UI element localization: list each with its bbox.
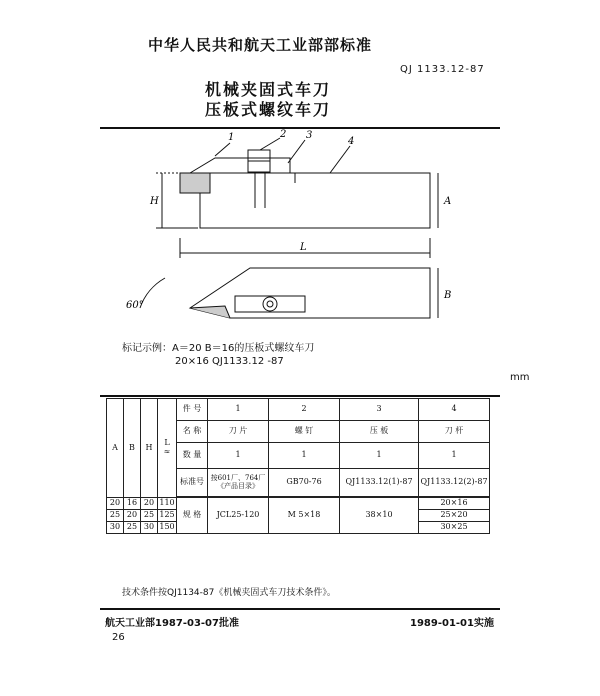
shank-top-view (200, 173, 430, 228)
col-B: B (124, 399, 141, 498)
row-label-name: 名 称 (177, 421, 208, 443)
col-A: A (107, 399, 124, 498)
dim-L-label: L (300, 242, 307, 253)
callout-3: 3 (306, 130, 313, 141)
ministry-heading: 中华人民共和航天工业部部标准 (148, 36, 373, 54)
table-top-rule (100, 395, 500, 397)
marking-example: 标记示例：A＝20 B＝16的压板式螺纹车刀 (122, 343, 315, 354)
page-number: 26 (112, 632, 125, 643)
approval-date: 航天工业部1987-03-07批准 (105, 618, 239, 629)
dim-H-label: H (150, 196, 159, 207)
insert-side (190, 306, 230, 318)
tool-drawing (120, 128, 480, 338)
unit-label: mm (510, 372, 530, 383)
dim-A-label: A (444, 196, 452, 207)
clamp-side (235, 296, 305, 312)
angle-arc (140, 278, 165, 308)
callout-1: 1 (228, 132, 235, 143)
title-line-1: 机械夹固式车刀 (205, 80, 332, 99)
angle-label: 60° (126, 300, 144, 311)
callout-4: 4 (348, 136, 355, 147)
footer-rule (100, 608, 500, 610)
col-L: L ≈ (158, 399, 177, 498)
row-label-no: 件 号 (177, 399, 208, 421)
screw-head-side (263, 297, 277, 311)
row-label-std: 标准号 (177, 469, 208, 497)
effective-date: 1989-01-01实施 (410, 618, 494, 629)
callout-2: 2 (280, 129, 287, 140)
col-H: H (141, 399, 158, 498)
insert-top (180, 173, 210, 193)
clamp-plate (190, 158, 290, 173)
row-label-spec: 规 格 (177, 498, 208, 534)
tech-conditions-note: 技术条件按QJ1134-87《机械夹固式车刀技术条件》。 (122, 588, 336, 598)
dim-B-label: B (444, 290, 452, 301)
parts-table: A B H L ≈ 件 号 1 2 3 4 名 称 刀 片 螺 钉 压 板 刀 杆 数 量 1 1 1 1 标准号 按601厂、764厂《产品目录》 GB70-76 QJ1133.12(1)-87 QJ1133.12(2)-87 20 16 20 110 规 格 JCL25-120 M 5×18 38×10 20×16 25 20 25 125 25×20 30 25 30 150 30×25 (106, 398, 490, 534)
row-label-qty: 数 量 (177, 443, 208, 469)
marking-code: 20×16 QJ1133.12 -87 (175, 356, 284, 367)
title-line-2: 压板式螺纹车刀 (205, 100, 332, 119)
standard-code: QJ 1133.12-87 (400, 64, 485, 75)
